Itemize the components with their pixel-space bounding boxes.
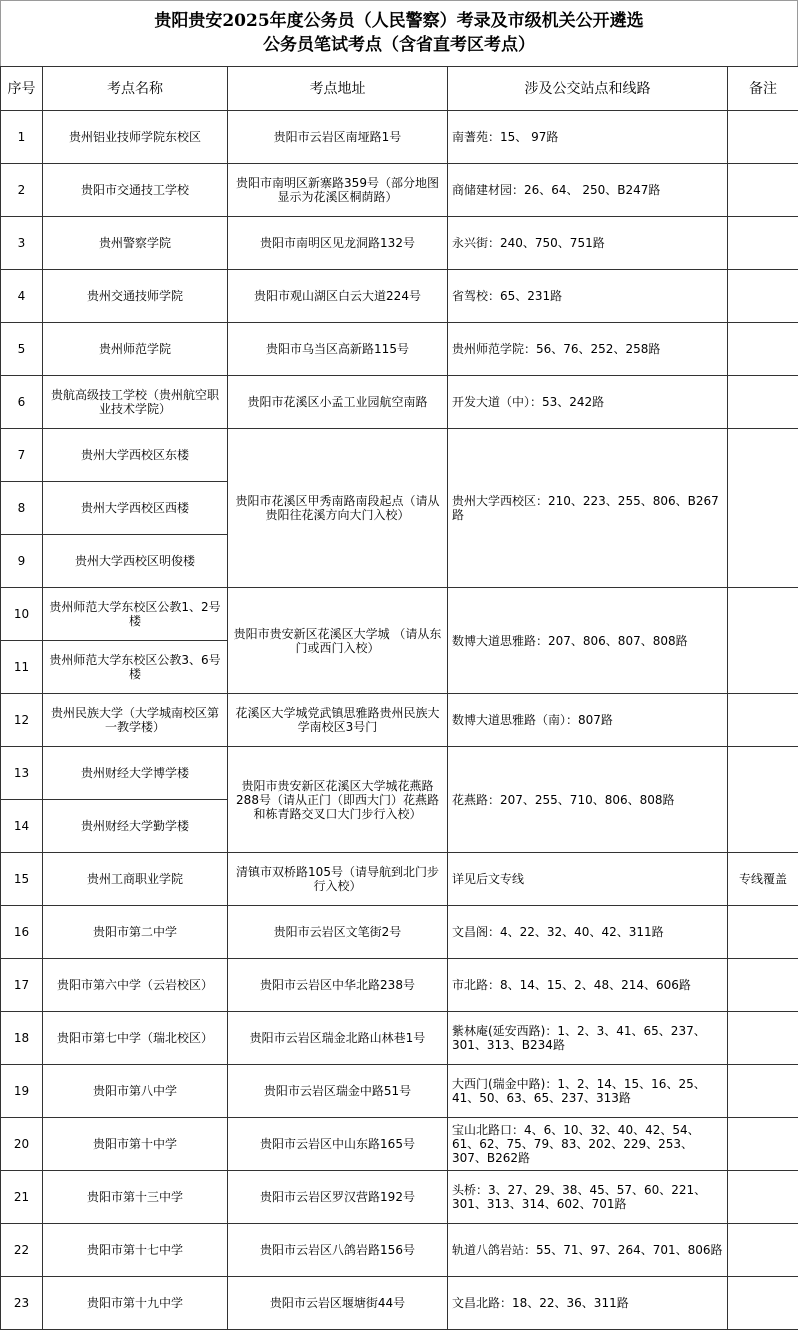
header-address: 考点地址 xyxy=(228,67,448,111)
row-bus: 详见后文专线 xyxy=(448,853,728,906)
row-address: 贵阳市云岩区八鸽岩路156号 xyxy=(228,1224,448,1277)
row-no: 16 xyxy=(1,906,43,959)
row-no: 9 xyxy=(1,535,43,588)
row-bus: 头桥：3、27、29、38、45、57、60、221、301、313、314、602、701路 xyxy=(448,1171,728,1224)
row-no: 8 xyxy=(1,482,43,535)
row-name: 贵州大学西校区西楼 xyxy=(43,482,228,535)
row-name: 贵州师范大学东校区公教3、6号楼 xyxy=(43,641,228,694)
exam-sites-table xyxy=(0,66,798,1330)
row-name: 贵州大学西校区明俊楼 xyxy=(43,535,228,588)
row-no: 14 xyxy=(1,800,43,853)
table-header-row xyxy=(1,67,798,111)
row-no: 1 xyxy=(1,111,43,164)
row-bus: 永兴街：240、750、751路 xyxy=(448,217,728,270)
table-row xyxy=(1,164,798,217)
row-bus: 商储建材园：26、64、 250、B247路 xyxy=(448,164,728,217)
row-no: 6 xyxy=(1,376,43,429)
row-no: 7 xyxy=(1,429,43,482)
row-name: 贵阳市第十九中学 xyxy=(43,1277,228,1330)
row-name: 贵州交通技师学院 xyxy=(43,270,228,323)
table-row xyxy=(1,429,798,482)
row-name: 贵阳市第六中学（云岩校区） xyxy=(43,959,228,1012)
row-name: 贵阳市第七中学（瑞北校区） xyxy=(43,1012,228,1065)
row-note xyxy=(728,747,798,853)
row-address: 贵阳市云岩区中山东路165号 xyxy=(228,1118,448,1171)
row-address: 贵阳市云岩区堰塘街44号 xyxy=(228,1277,448,1330)
header-bus: 涉及公交站点和线路 xyxy=(448,67,728,111)
row-note xyxy=(728,270,798,323)
row-bus: 文昌北路：18、22、36、311路 xyxy=(448,1277,728,1330)
row-name: 贵阳市第十中学 xyxy=(43,1118,228,1171)
row-bus: 紫林庵(延安西路)：1、2、3、41、65、237、301、313、B234路 xyxy=(448,1012,728,1065)
row-no: 22 xyxy=(1,1224,43,1277)
row-no: 3 xyxy=(1,217,43,270)
row-no: 4 xyxy=(1,270,43,323)
row-address: 贵阳市云岩区文笔街2号 xyxy=(228,906,448,959)
row-note xyxy=(728,1277,798,1330)
row-no: 18 xyxy=(1,1012,43,1065)
row-address: 贵阳市乌当区高新路115号 xyxy=(228,323,448,376)
row-bus: 数博大道思雅路（南）：807路 xyxy=(448,694,728,747)
table-row xyxy=(1,1118,798,1171)
row-note xyxy=(728,429,798,588)
row-note xyxy=(728,1224,798,1277)
title-line-1: 贵阳贵安2025年度公务员（人民警察）考录及市级机关公开遴选 xyxy=(154,11,644,31)
row-bus: 贵州大学西校区：210、223、255、806、B267路 xyxy=(448,429,728,588)
table-row xyxy=(1,959,798,1012)
row-name: 贵阳市第十三中学 xyxy=(43,1171,228,1224)
row-bus: 数博大道思雅路：207、806、807、808路 xyxy=(448,588,728,694)
row-address: 贵阳市南明区见龙洞路132号 xyxy=(228,217,448,270)
row-bus: 文昌阁：4、22、32、40、42、311路 xyxy=(448,906,728,959)
table-row xyxy=(1,323,798,376)
row-bus: 花燕路：207、255、710、806、808路 xyxy=(448,747,728,853)
row-name: 贵州警察学院 xyxy=(43,217,228,270)
row-bus: 贵州师范学院：56、76、252、258路 xyxy=(448,323,728,376)
row-note xyxy=(728,959,798,1012)
row-note xyxy=(728,111,798,164)
row-name: 贵州师范学院 xyxy=(43,323,228,376)
page-title xyxy=(0,0,798,66)
row-name: 贵州民族大学（大学城南校区第一教学楼） xyxy=(43,694,228,747)
row-no: 10 xyxy=(1,588,43,641)
row-name: 贵阳市交通技工学校 xyxy=(43,164,228,217)
row-bus: 宝山北路口：4、6、10、32、40、42、54、61、62、75、79、83、202、229、253、307、B262路 xyxy=(448,1118,728,1171)
row-bus: 省驾校：65、231路 xyxy=(448,270,728,323)
row-no: 15 xyxy=(1,853,43,906)
row-note xyxy=(728,323,798,376)
row-no: 20 xyxy=(1,1118,43,1171)
row-note xyxy=(728,164,798,217)
header-note: 备注 xyxy=(728,67,798,111)
row-no: 2 xyxy=(1,164,43,217)
row-note xyxy=(728,1065,798,1118)
table-row xyxy=(1,376,798,429)
row-address: 贵阳市观山湖区白云大道224号 xyxy=(228,270,448,323)
row-note xyxy=(728,906,798,959)
row-address: 贵阳市花溪区甲秀南路南段起点（请从贵阳往花溪方向大门入校） xyxy=(228,429,448,588)
row-name: 贵阳市第十七中学 xyxy=(43,1224,228,1277)
row-name: 贵航高级技工学校（贵州航空职业技术学院） xyxy=(43,376,228,429)
row-note xyxy=(728,1012,798,1065)
row-name: 贵阳市第八中学 xyxy=(43,1065,228,1118)
row-name: 贵州财经大学博学楼 xyxy=(43,747,228,800)
title-line-2: 公务员笔试考点（含省直考区考点） xyxy=(263,35,535,55)
row-bus: 南蓍苑：15、 97路 xyxy=(448,111,728,164)
row-bus: 大西门(瑞金中路)：1、2、14、15、16、25、41、50、63、65、237、313路 xyxy=(448,1065,728,1118)
row-address: 清镇市双桥路105号（请导航到北门步行入校） xyxy=(228,853,448,906)
table-row xyxy=(1,1224,798,1277)
row-no: 19 xyxy=(1,1065,43,1118)
row-note: 专线覆盖 xyxy=(728,853,798,906)
row-note xyxy=(728,1118,798,1171)
table-row xyxy=(1,217,798,270)
row-address: 贵阳市贵安新区花溪区大学城花燕路288号（请从正门（即西大门）花燕路和栋青路交叉口大门步行入校） xyxy=(228,747,448,853)
row-bus: 轨道八鸽岩站：55、71、97、264、701、806路 xyxy=(448,1224,728,1277)
row-address: 贵阳市南明区新寨路359号（部分地图显示为花溪区桐荫路） xyxy=(228,164,448,217)
row-address: 贵阳市花溪区小孟工业园航空南路 xyxy=(228,376,448,429)
table-row xyxy=(1,694,798,747)
row-no: 23 xyxy=(1,1277,43,1330)
table-row xyxy=(1,1277,798,1330)
row-no: 13 xyxy=(1,747,43,800)
row-name: 贵州师范大学东校区公教1、2号楼 xyxy=(43,588,228,641)
table-row xyxy=(1,1012,798,1065)
row-note xyxy=(728,588,798,694)
row-no: 12 xyxy=(1,694,43,747)
table-row xyxy=(1,270,798,323)
row-address: 花溪区大学城党武镇思雅路贵州民族大学南校区3号门 xyxy=(228,694,448,747)
table-row xyxy=(1,906,798,959)
table-row xyxy=(1,853,798,906)
row-note xyxy=(728,694,798,747)
row-bus: 开发大道（中）：53、242路 xyxy=(448,376,728,429)
row-note xyxy=(728,1171,798,1224)
header-no: 序号 xyxy=(1,67,43,111)
row-no: 21 xyxy=(1,1171,43,1224)
row-note xyxy=(728,376,798,429)
row-name: 贵州财经大学勤学楼 xyxy=(43,800,228,853)
row-address: 贵阳市云岩区中华北路238号 xyxy=(228,959,448,1012)
table-row xyxy=(1,111,798,164)
table-row xyxy=(1,747,798,800)
row-address: 贵阳市云岩区罗汉营路192号 xyxy=(228,1171,448,1224)
table-row xyxy=(1,1171,798,1224)
row-no: 11 xyxy=(1,641,43,694)
header-name: 考点名称 xyxy=(43,67,228,111)
row-note xyxy=(728,217,798,270)
row-address: 贵阳市贵安新区花溪区大学城 （请从东门或西门入校） xyxy=(228,588,448,694)
row-name: 贵州工商职业学院 xyxy=(43,853,228,906)
row-address: 贵阳市云岩区瑞金中路51号 xyxy=(228,1065,448,1118)
row-no: 17 xyxy=(1,959,43,1012)
row-address: 贵阳市云岩区瑞金北路山林巷1号 xyxy=(228,1012,448,1065)
table-row xyxy=(1,1065,798,1118)
row-no: 5 xyxy=(1,323,43,376)
row-bus: 市北路：8、14、15、2、48、214、606路 xyxy=(448,959,728,1012)
row-address: 贵阳市云岩区南垭路1号 xyxy=(228,111,448,164)
row-name: 贵州大学西校区东楼 xyxy=(43,429,228,482)
row-name: 贵阳市第二中学 xyxy=(43,906,228,959)
table-row xyxy=(1,588,798,641)
row-name: 贵州铝业技师学院东校区 xyxy=(43,111,228,164)
